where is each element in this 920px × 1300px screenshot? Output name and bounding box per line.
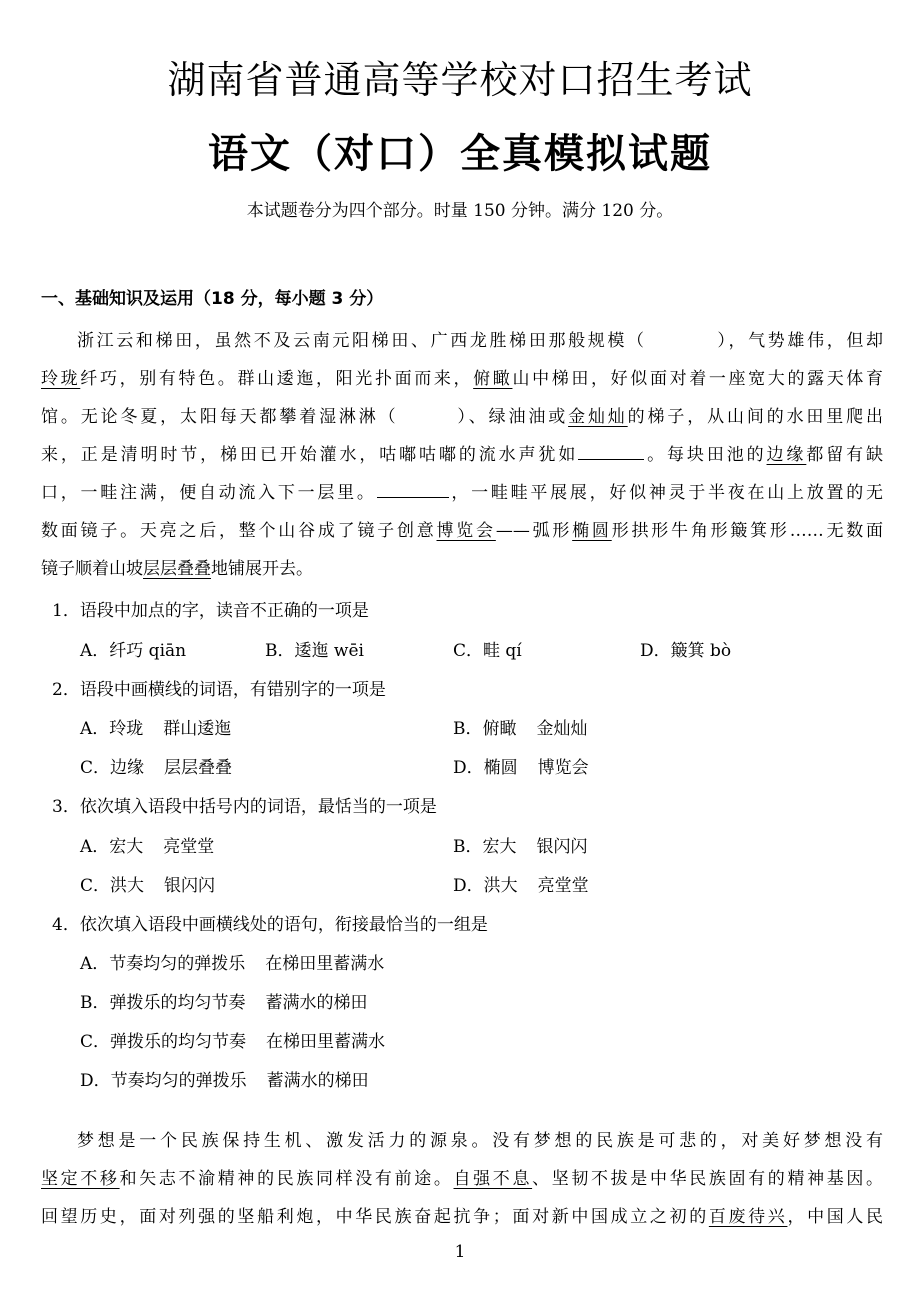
exam-title: 湖南省普通高等学校对口招生考试 (167, 58, 753, 102)
passage-line: 坚定不移和矢志不渝精神的民族同样没有前途。自强不息、坚韧不拔是中华民族固有的精神基因。 (41, 1169, 884, 1189)
question-3-option-a: A．宏大 亮堂堂 (80, 837, 215, 857)
passage-dream (41, 1122, 883, 1236)
question-4-option-c: C．弹拨乐的均匀节奏 在梯田里蓄满水 (80, 1032, 386, 1052)
question-2-option-c: C．边缘 层层叠叠 (80, 758, 233, 778)
question-4-stem: 4．依次填入语段中画横线处的语句，衔接最恰当的一组是 (52, 915, 488, 935)
question-2-option-b: B．俯瞰 金灿灿 (453, 719, 588, 739)
passage-line: 来，正是清明时节，梯田已开始灌水，咕嘟咕嘟的流水声犹如 。每块田池的边缘都留有缺 (41, 436, 883, 474)
passage-line: 馆。无论冬夏，太阳每天都攀着湿淋淋（ ）、绿油油或金灿灿的梯子，从山间的水田里爬出 (41, 407, 884, 427)
fill-blank (377, 479, 449, 498)
page-number: 1 (454, 1242, 466, 1262)
section-heading: 一、基础知识及运用（18 分，每小题 3 分） (41, 289, 384, 309)
question-3-option-b: B．宏大 银闪闪 (453, 837, 588, 857)
question-3-option-c: C．洪大 银闪闪 (80, 876, 216, 896)
passage-line: 回望历史，面对列强的坚船利炮，中华民族奋起抗争；面对新中国成立之初的百废待兴，中国人民 (41, 1207, 884, 1227)
exam-subtitle: 语文（对口）全真模拟试题 (208, 131, 712, 177)
question-1-stem: 1．语段中加点的字，读音不正确的一项是 (52, 601, 369, 621)
passage-line: 口，一畦注满，便自动流入下一层里。 ，一畦畦平展展，好似神灵于半夜在山上放置的无 (41, 474, 883, 512)
question-1-option-b: B．逶迤 wēi (265, 641, 364, 661)
question-2-stem: 2．语段中画横线的词语，有错别字的一项是 (52, 680, 386, 700)
question-1-option-c: C．畦 qí (453, 641, 522, 661)
question-3-stem: 3．依次填入语段中括号内的词语，最恬当的一项是 (52, 797, 437, 817)
question-1-option-a: A．纤巧 qiān (80, 641, 187, 661)
passage-line: 梦想是一个民族保持生机、激发活力的源泉。没有梦想的民族是可悲的，对美好梦想没有 (77, 1131, 883, 1151)
question-4-option-a: A．节奏均匀的弹拨乐 在梯田里蓄满水 (80, 954, 385, 974)
question-1-option-d: D．簸箕 bò (640, 641, 732, 661)
question-4-option-d: D．节奏均匀的弹拨乐 蓄满水的梯田 (80, 1071, 369, 1091)
question-3-option-d: D．洪大 亮堂堂 (453, 876, 589, 896)
exam-intro: 本试题卷分为四个部分。时量 150 分钟。满分 120 分。 (246, 201, 674, 221)
passage-terraces (41, 322, 883, 588)
fill-blank (578, 441, 644, 460)
question-2-option-a: A．玲珑 群山逶迤 (80, 719, 232, 739)
passage-line: 镜子顺着山坡层层叠叠地铺展开去。 (41, 559, 313, 579)
passage-line: 玲珑纤巧，别有特色。群山逶迤，阳光扑面而来，俯瞰山中梯田，好似面对着一座宽大的露天体育 (41, 369, 884, 389)
question-2-option-d: D．椭圆 博览会 (453, 758, 589, 778)
passage-line: 浙江云和梯田，虽然不及云南元阳梯田、广西龙胜梯田那般规模（ ），气势雄伟，但却 (77, 331, 884, 351)
passage-line: 数面镜子。天亮之后，整个山谷成了镜子创意博览会——弧形椭圆形拱形牛角形簸箕形……无数面 (41, 521, 884, 541)
question-4-option-b: B．弹拨乐的均匀节奏 蓄满水的梯田 (80, 993, 368, 1013)
